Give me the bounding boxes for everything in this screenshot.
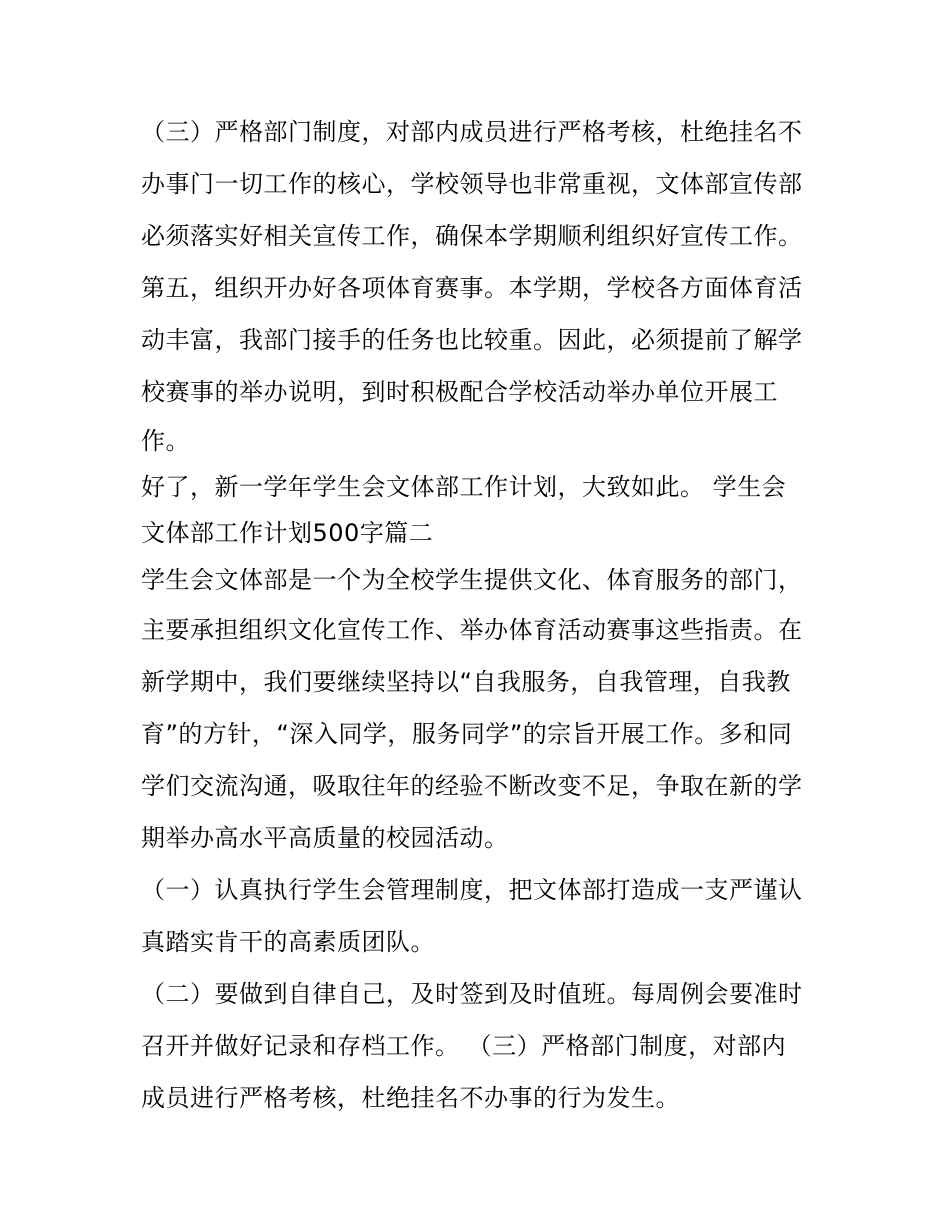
text-line: 学生会文体部是一个为全校学生提供文化、体育服务的部门，	[141, 566, 803, 594]
text-line: （一）认真执行学生会管理制度，把文体部打造成一支严谨认	[141, 876, 803, 904]
document-body	[141, 106, 821, 1124]
text-line: 必须落实好相关宣传工作，确保本学期顺利组织好宣传工作。	[141, 222, 803, 250]
text-line: 好了，新一学年学生会文体部工作计划，大致如此。 学生会	[141, 473, 787, 501]
text-line: 第五，组织开办好各项体育赛事。本学期，学校各方面体育活	[141, 274, 803, 302]
text-line: 动丰富，我部门接手的任务也比较重。因此，必须提前了解学	[141, 326, 803, 354]
heading-line: 文体部工作计划500字篇二	[141, 519, 434, 547]
text-line: 新学期中，我们要继续坚持以“自我服务，自我管理，自我教	[141, 668, 791, 696]
text-line: 办事门一切工作的核心，学校领导也非常重视，文体部宣传部	[141, 170, 803, 198]
text-line: （三）严格部门制度，对部内成员进行严格考核，杜绝挂名不	[141, 118, 803, 146]
text-line: 召开并做好记录和存档工作。 （三）严格部门制度，对部内	[141, 1032, 787, 1060]
text-line: 校赛事的举办说明，到时积极配合学校活动举办单位开展工	[141, 378, 778, 406]
text-line: 成员进行严格考核，杜绝挂名不办事的行为发生。	[141, 1084, 680, 1112]
text-line: 作。	[141, 427, 190, 455]
text-line: 真踏实肯干的高素质团队。	[141, 928, 435, 956]
text-line: 学们交流沟通，吸取往年的经验不断改变不足，争取在新的学	[141, 772, 803, 800]
text-line: （二）要做到自律自己，及时签到及时值班。每周例会要准时	[141, 980, 803, 1008]
text-line: 主要承担组织文化宣传工作、举办体育活动赛事这些指责。在	[141, 616, 803, 644]
text-line: 期举办高水平高质量的校园活动。	[141, 824, 509, 852]
text-line: 育”的方针，“深入同学，服务同学”的宗旨开展工作。多和同	[141, 720, 793, 748]
